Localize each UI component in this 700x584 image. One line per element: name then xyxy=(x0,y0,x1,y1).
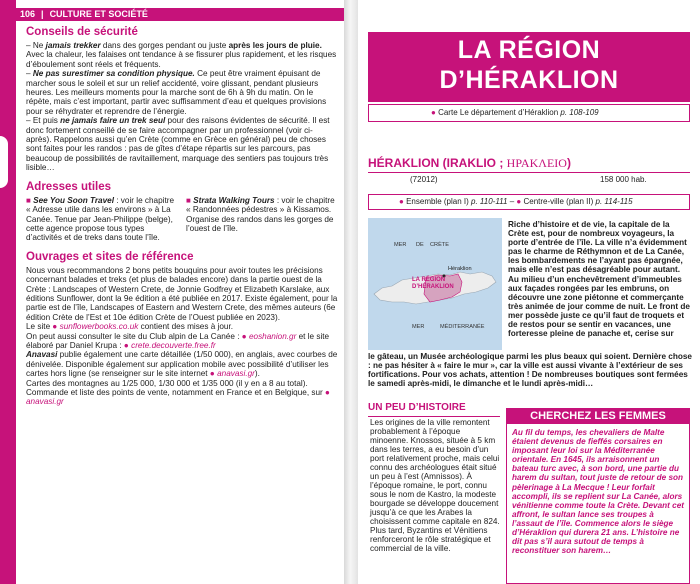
addresses-list xyxy=(26,196,338,243)
title-rule xyxy=(368,172,690,173)
sidebar-box-title: CHERCHEZ LES FEMMES xyxy=(506,408,690,424)
references-p4: Anavasi publie également une carte détaillée (1/50 000), en anglais, avec courbes de dénivelée. Disponible également sur application mobile avec possibilité d’utiliser les cartes hors ligne (se renseigner sur le site internet ● anavasi.gr). xyxy=(26,350,338,379)
bullet-icon: ● xyxy=(431,108,436,117)
square-bullet-icon: ■ xyxy=(26,195,31,205)
region-label: LA RÉGION D’HÉRAKLION xyxy=(412,277,454,290)
website-link[interactable]: anavasi.gr xyxy=(26,397,64,407)
address-item: ■ See You Soon Travel : voir le chapitre « Adresse utile dans les environs » à La Canée. Tenue par Jean-Philippe (belge), cette agence propose tous types d’activités et de treks dans toute l’île. xyxy=(26,195,175,243)
references-p1: Nous vous recommandons 2 bons petits bouquins pour avoir toutes les précisions concernant balades et treks (et plus de balades encore) dans la partie ouest de la Crète : Landscapes of Western Crete, de Jonnie Godfrey et Elizabeth Karslake, aux éditions Sunflower, dont la 9e édition a été publiée en 2017. Existe également, pour la partie est de l’île, Landscapes of Eastern and Western Crete, des mêmes auteurs (6e édition Crète de l’Est et 10e édition Crète de l’Ouest publiée en 2023). xyxy=(26,265,338,322)
security-title: Conseils de sécurité xyxy=(26,26,138,38)
section-name: CULTURE ET SOCIÉTÉ xyxy=(49,9,148,19)
sea-label: MER xyxy=(394,242,407,248)
running-header: 106 | CULTURE ET SOCIÉTÉ xyxy=(16,8,344,21)
references-site: Le site ● sunflowerbooks.co.uk contient des mises à jour. xyxy=(26,322,234,332)
intro-continued: le gâteau, un Musée archéologique parmi les plus beaux qui soient. Dernière chose : ne pas hésiter à « faire le mur », car la ville est aussi vivante à l’extérieur de ses fortifications. Pour vos achats, attention ! De nombreuses boutiques sont fermées le samedi après-midi, le dimanche et le lundi après-midi… xyxy=(368,352,692,389)
intro-text: Riche d’histoire et de vie, la capitale de la Crète est, pour de nombreux voyageurs, la porte d’entrée de l’île. La ville n’a évidemment pas le charme de Réthymnon et de La Canée, les bombardements ne l’ayant pas épargnée, mais elle n’est pas désagréable pour autant. Au milieu d’un enchevêtrement d’immeubles aux façades rongées par les embruns, on découvre une zone piétonne et commerçante très animée de jour comme de nuit. Le front de mer possède juste ce qu’il faut de troquets et de restos pour se sentir en vacances, une forteresse pleine de panache et, cerise sur xyxy=(508,220,690,339)
website-link[interactable]: eoshanion.gr xyxy=(248,331,297,341)
references-p3: On peut aussi consulter le site du Club alpin de La Canée : ● eoshanion.gr et le site élaboré par Daniel Krupa : ● crete.decouverte.free.fr xyxy=(26,331,330,350)
sea-label: MER xyxy=(412,324,425,330)
population: 158 000 hab. xyxy=(600,175,647,184)
history-title: UN PEU D’HISTOIRE xyxy=(368,402,500,417)
website-link[interactable]: crete.decouverte.free.fr xyxy=(131,340,216,350)
references-p5: Cartes des montagnes au 1/25 000, 1/30 000 et 1/35 000 (il y en a 8 au total). Commande et liste des points de vente, notamment en France et en Belgique, sur ● anavasi.gr xyxy=(26,378,330,407)
book-gutter xyxy=(344,0,358,584)
page-number: 106 xyxy=(20,9,36,19)
sea-label: DE xyxy=(416,242,424,248)
left-edge-band xyxy=(0,0,16,584)
website-link[interactable]: sunflowerbooks.co.uk xyxy=(59,322,139,332)
references-title: Ouvrages et sites de référence xyxy=(26,250,194,263)
security-p2: – Ne pas surestimer sa condition physique. Ce peut être vraiment épuisant de marcher sous le soleil et sur un relief accidenté, voire glissant, pendant plusieurs heures. Les meilleurs moments pour la marche sont de 6h à 9h du matin. On le répète, mais c’est important, partir avec suffisamment d’eau et quelques provisions pour se réhydrater et reprendre de l’énergie. xyxy=(26,69,327,116)
security-p3: – Et puis ne jamais faire un trek seul pour des raisons évidentes de sécurité. Il est donc fortement conseillé de se faire accompagner par un professionnel (voir ci-après). Rappelons aussi qu’en Crète (comme en Grèce en général) peu de choses sont faites pour les randos : pas de gîtes d’étape répartis sur les parcours, pas beaucoup de possibilités de ravitaillement, marquage des sentiers pas toujours très lisible… xyxy=(26,116,330,173)
square-bullet-icon: ■ xyxy=(186,195,191,205)
map-reference: ● Carte Le département d’Héraklion p. 108-109 xyxy=(368,104,690,122)
bullet-icon: ● xyxy=(516,197,522,206)
sea-label: MÉDITERRANÉE xyxy=(440,324,485,330)
bullet-icon: ● xyxy=(399,197,404,206)
left-column xyxy=(26,26,338,407)
history-text: Les origines de la ville remontent probablement à l’époque minoenne. Knossos, située à 5 km dans les terres, a eu besoin d’un port relativement proche, mais celui connu des archéologues était situé un peu à l’est (Amnissos). À l’époque romaine, le port, connu sous le nom de Kastro, la modeste bourgade se développe doucement jusqu’à ce que les Arabes la choisissent comme capitale en 824. Plus tard, Byzantins et Vénitiens renforceront le rôle stratégique et commercial de la ville. xyxy=(370,418,500,553)
thumb-tab xyxy=(0,136,8,188)
plan-references: ● Ensemble (plan I) p. 110-111 – ● Centre-ville (plan II) p. 114-115 xyxy=(368,194,690,210)
locator-map xyxy=(368,218,502,350)
globe-icon: ● xyxy=(209,369,215,379)
address-item: ■ Strata Walking Tours : voir le chapitre « Randonnées pédestres » à Kissamos. Organise des randos dans les gorges de l’ouest de l’île. xyxy=(186,195,335,233)
chapter-title-line1: LA RÉGION xyxy=(457,36,601,64)
city-label: Héraklion xyxy=(448,266,472,272)
sea-label: CRÈTE xyxy=(430,242,449,248)
city-title: HÉRAKLION (IRAKLIO ; ΗΡΑΚΛΕΙΟ) xyxy=(368,156,571,170)
security-p1: – Ne jamais trekker dans des gorges pendant ou juste après les jours de pluie. Avec la chaleur, les falaises ont tendance à se fissurer plus rapidement, et les risques d’éboulement sont réels et fréquents. xyxy=(26,41,337,69)
website-link[interactable]: anavasi.gr xyxy=(217,369,255,379)
chapter-title-line2: D’HÉRAKLION xyxy=(439,66,619,94)
postal-code: (72012) xyxy=(410,175,438,184)
chapter-title-box xyxy=(368,32,690,102)
globe-icon: ● xyxy=(325,388,330,397)
globe-icon: ● xyxy=(123,340,129,350)
sidebar-box-text: Au fil du temps, les chevaliers de Malte étaient devenus de fieffés corsaires en imposant leur loi sur la Méditerranée orientale. En 1645, ils arraisonnent un bateau turc avec, à son bord, une partie du harem du sultan, tout juste de retour de son pèlerinage à La Mecque ! Leur forfait accompli, ils se replient sur La Canée, alors vénitienne comme toute la Crète. Devant cet affront, le sultan lance ses troupes à l’assaut de l’île. Commence alors le siège d’Héraklion qui durera 21 ans. L’histoire ne dit pas s’il aura sutout de temps à reconstituer son harem… xyxy=(512,428,684,556)
addresses-title: Adresses utiles xyxy=(26,180,112,193)
globe-icon: ● xyxy=(241,331,247,341)
globe-icon: ● xyxy=(52,322,58,332)
